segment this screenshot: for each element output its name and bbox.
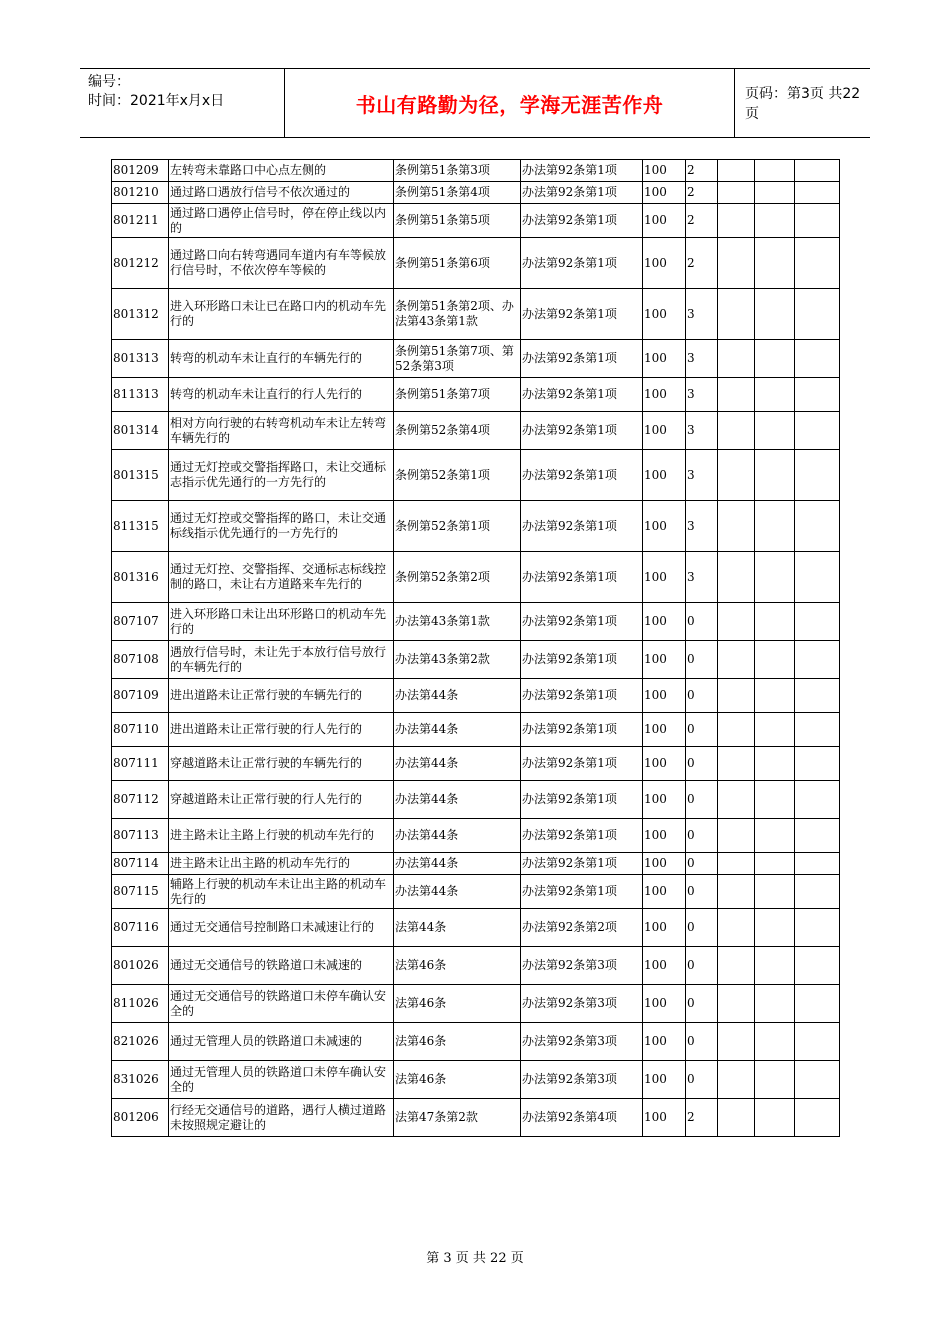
amount-cell: 100 [643, 781, 686, 819]
table-row [112, 747, 840, 781]
empty-cell [755, 204, 795, 238]
table-row [112, 819, 840, 853]
penalty-cell: 办法第92条第1项 [521, 289, 643, 340]
code-cell: 801211 [112, 204, 169, 238]
empty-cell [795, 501, 840, 552]
basis-cell: 法第46条 [394, 947, 521, 985]
empty-cell [755, 1099, 795, 1137]
basis-cell: 办法第44条 [394, 679, 521, 713]
empty-cell [718, 501, 755, 552]
empty-cell [755, 875, 795, 909]
description-cell: 通过无交通信号的铁路道口未减速的 [169, 947, 394, 985]
penalty-cell: 办法第92条第3项 [521, 985, 643, 1023]
description-cell: 穿越道路未让正常行驶的行人先行的 [169, 781, 394, 819]
table-row [112, 378, 840, 412]
table-row [112, 713, 840, 747]
amount-cell: 100 [643, 501, 686, 552]
empty-cell [795, 1023, 840, 1061]
empty-cell [718, 1023, 755, 1061]
table-row [112, 947, 840, 985]
code-cell: 801026 [112, 947, 169, 985]
penalty-cell: 办法第92条第1项 [521, 781, 643, 819]
penalty-cell: 办法第92条第2项 [521, 909, 643, 947]
points-cell: 0 [686, 641, 718, 679]
table-row [112, 679, 840, 713]
empty-cell [718, 853, 755, 875]
points-cell: 0 [686, 679, 718, 713]
empty-cell [718, 1099, 755, 1137]
description-cell: 进入环形路口未让已在路口内的机动车先行的 [169, 289, 394, 340]
amount-cell: 100 [643, 182, 686, 204]
penalty-cell: 办法第92条第1项 [521, 182, 643, 204]
empty-cell [718, 985, 755, 1023]
points-cell: 0 [686, 947, 718, 985]
penalty-cell: 办法第92条第1项 [521, 747, 643, 781]
penalty-cell: 办法第92条第1项 [521, 412, 643, 450]
description-cell: 转弯的机动车未让直行的车辆先行的 [169, 340, 394, 378]
amount-cell: 100 [643, 947, 686, 985]
amount-cell: 100 [643, 603, 686, 641]
empty-cell [755, 853, 795, 875]
points-cell: 2 [686, 1099, 718, 1137]
amount-cell: 100 [643, 1099, 686, 1137]
page-footer: 第 3 页 共 22 页 [426, 1251, 524, 1266]
amount-cell: 100 [643, 985, 686, 1023]
points-cell: 3 [686, 450, 718, 501]
empty-cell [755, 238, 795, 289]
header-slogan: 书山有路勤为径，学海无涯苦作舟 [284, 69, 735, 137]
basis-cell: 条例第51条第5项 [394, 204, 521, 238]
code-cell: 811315 [112, 501, 169, 552]
description-cell: 进主路未让主路上行驶的机动车先行的 [169, 819, 394, 853]
table-row [112, 641, 840, 679]
basis-cell: 条例第51条第2项、办法第43条第1款 [394, 289, 521, 340]
code-cell: 807109 [112, 679, 169, 713]
header-meta [80, 69, 284, 137]
empty-cell [795, 947, 840, 985]
description-cell: 通过路口遇放行信号不依次通过的 [169, 182, 394, 204]
penalty-cell: 办法第92条第1项 [521, 853, 643, 875]
description-cell: 通过路口遇停止信号时，停在停止线以内的 [169, 204, 394, 238]
number-label: 编号： [88, 74, 130, 90]
points-cell: 0 [686, 1023, 718, 1061]
points-cell: 0 [686, 819, 718, 853]
table-row [112, 182, 840, 204]
code-cell: 811026 [112, 985, 169, 1023]
table-row [112, 875, 840, 909]
amount-cell: 100 [643, 450, 686, 501]
points-cell: 0 [686, 853, 718, 875]
code-cell: 811313 [112, 378, 169, 412]
empty-cell [795, 875, 840, 909]
empty-cell [718, 340, 755, 378]
empty-cell [718, 713, 755, 747]
empty-cell [755, 909, 795, 947]
amount-cell: 100 [643, 909, 686, 947]
basis-cell: 条例第51条第6项 [394, 238, 521, 289]
amount-cell: 100 [643, 1023, 686, 1061]
description-cell: 相对方向行驶的右转弯机动车未让左转弯车辆先行的 [169, 412, 394, 450]
code-cell: 831026 [112, 1061, 169, 1099]
points-cell: 3 [686, 501, 718, 552]
basis-cell: 办法第44条 [394, 713, 521, 747]
empty-cell [755, 182, 795, 204]
empty-cell [718, 603, 755, 641]
empty-cell [718, 552, 755, 603]
empty-cell [795, 603, 840, 641]
basis-cell: 条例第51条第7项 [394, 378, 521, 412]
amount-cell: 100 [643, 204, 686, 238]
empty-cell [755, 713, 795, 747]
points-cell: 0 [686, 909, 718, 947]
basis-cell: 法第47条第2款 [394, 1099, 521, 1137]
empty-cell [718, 947, 755, 985]
empty-cell [755, 603, 795, 641]
empty-cell [718, 1061, 755, 1099]
penalty-cell: 办法第92条第1项 [521, 450, 643, 501]
penalty-cell: 办法第92条第1项 [521, 238, 643, 289]
table-row [112, 204, 840, 238]
basis-cell: 办法第44条 [394, 747, 521, 781]
penalty-cell: 办法第92条第1项 [521, 204, 643, 238]
amount-cell: 100 [643, 340, 686, 378]
basis-cell: 法第46条 [394, 1023, 521, 1061]
basis-cell: 法第46条 [394, 985, 521, 1023]
description-cell: 左转弯未靠路口中心点左侧的 [169, 160, 394, 182]
empty-cell [795, 853, 840, 875]
table-row [112, 412, 840, 450]
penalty-cell: 办法第92条第3项 [521, 947, 643, 985]
empty-cell [795, 340, 840, 378]
penalty-cell: 办法第92条第1项 [521, 641, 643, 679]
empty-cell [718, 679, 755, 713]
points-cell: 0 [686, 875, 718, 909]
basis-cell: 法第46条 [394, 1061, 521, 1099]
code-cell: 801312 [112, 289, 169, 340]
description-cell: 穿越道路未让正常行驶的车辆先行的 [169, 747, 394, 781]
empty-cell [718, 641, 755, 679]
empty-cell [795, 781, 840, 819]
points-cell: 2 [686, 160, 718, 182]
description-cell: 转弯的机动车未让直行的行人先行的 [169, 378, 394, 412]
table-row [112, 603, 840, 641]
description-cell: 通过路口向右转弯遇同车道内有车等候放行信号时，不依次停车等候的 [169, 238, 394, 289]
description-cell: 进出道路未让正常行驶的车辆先行的 [169, 679, 394, 713]
empty-cell [795, 1061, 840, 1099]
basis-cell: 办法第43条第2款 [394, 641, 521, 679]
points-cell: 3 [686, 412, 718, 450]
code-cell: 807116 [112, 909, 169, 947]
code-cell: 801206 [112, 1099, 169, 1137]
points-cell: 2 [686, 238, 718, 289]
empty-cell [755, 552, 795, 603]
empty-cell [795, 747, 840, 781]
penalty-cell: 办法第92条第3项 [521, 1061, 643, 1099]
empty-cell [795, 289, 840, 340]
description-cell: 通过无交通信号控制路口未减速让行的 [169, 909, 394, 947]
basis-cell: 条例第52条第2项 [394, 552, 521, 603]
code-cell: 807115 [112, 875, 169, 909]
code-cell: 807113 [112, 819, 169, 853]
table-row [112, 501, 840, 552]
empty-cell [795, 238, 840, 289]
empty-cell [755, 501, 795, 552]
description-cell: 进入环形路口未让出环形路口的机动车先行的 [169, 603, 394, 641]
description-cell: 通过无交通信号的铁路道口未停车确认安全的 [169, 985, 394, 1023]
table-row [112, 781, 840, 819]
empty-cell [755, 160, 795, 182]
basis-cell: 条例第52条第1项 [394, 450, 521, 501]
description-cell: 行经无交通信号的道路，遇行人横过道路未按照规定避让的 [169, 1099, 394, 1137]
empty-cell [755, 1023, 795, 1061]
amount-cell: 100 [643, 713, 686, 747]
basis-cell: 办法第44条 [394, 875, 521, 909]
penalty-cell: 办法第92条第1项 [521, 713, 643, 747]
empty-cell [718, 204, 755, 238]
penalty-cell: 办法第92条第1项 [521, 552, 643, 603]
code-cell: 807114 [112, 853, 169, 875]
points-cell: 0 [686, 747, 718, 781]
description-cell: 通过无灯控或交警指挥路口，未让交通标志指示优先通行的一方先行的 [169, 450, 394, 501]
table-row [112, 552, 840, 603]
code-cell: 807108 [112, 641, 169, 679]
empty-cell [795, 204, 840, 238]
points-cell: 0 [686, 1061, 718, 1099]
code-cell: 801210 [112, 182, 169, 204]
empty-cell [795, 160, 840, 182]
violation-table [111, 159, 840, 1137]
empty-cell [755, 340, 795, 378]
empty-cell [795, 1099, 840, 1137]
empty-cell [795, 378, 840, 412]
code-cell: 807111 [112, 747, 169, 781]
empty-cell [795, 909, 840, 947]
description-cell: 进主路未让出主路的机动车先行的 [169, 853, 394, 875]
points-cell: 2 [686, 182, 718, 204]
penalty-cell: 办法第92条第3项 [521, 1023, 643, 1061]
empty-cell [755, 781, 795, 819]
table-row [112, 450, 840, 501]
empty-cell [755, 450, 795, 501]
empty-cell [718, 289, 755, 340]
basis-cell: 条例第52条第1项 [394, 501, 521, 552]
code-cell: 801316 [112, 552, 169, 603]
empty-cell [718, 238, 755, 289]
empty-cell [718, 909, 755, 947]
empty-cell [795, 985, 840, 1023]
basis-cell: 办法第44条 [394, 819, 521, 853]
empty-cell [718, 450, 755, 501]
points-cell: 3 [686, 289, 718, 340]
amount-cell: 100 [643, 641, 686, 679]
points-cell: 0 [686, 781, 718, 819]
code-cell: 801212 [112, 238, 169, 289]
amount-cell: 100 [643, 747, 686, 781]
table-row [112, 985, 840, 1023]
points-cell: 0 [686, 713, 718, 747]
code-cell: 807107 [112, 603, 169, 641]
table-row [112, 1061, 840, 1099]
amount-cell: 100 [643, 875, 686, 909]
table-row [112, 340, 840, 378]
basis-cell: 条例第51条第3项 [394, 160, 521, 182]
time-label: 时间：2021年x月x日 [88, 93, 225, 109]
description-cell: 进出道路未让正常行驶的行人先行的 [169, 713, 394, 747]
code-cell: 807110 [112, 713, 169, 747]
penalty-cell: 办法第92条第1项 [521, 340, 643, 378]
empty-cell [718, 747, 755, 781]
basis-cell: 办法第44条 [394, 853, 521, 875]
table-row [112, 160, 840, 182]
code-cell: 801313 [112, 340, 169, 378]
basis-cell: 条例第52条第4项 [394, 412, 521, 450]
table-row [112, 238, 840, 289]
empty-cell [795, 450, 840, 501]
empty-cell [718, 378, 755, 412]
empty-cell [795, 641, 840, 679]
empty-cell [755, 1061, 795, 1099]
points-cell: 0 [686, 985, 718, 1023]
points-cell: 0 [686, 603, 718, 641]
points-cell: 3 [686, 378, 718, 412]
amount-cell: 100 [643, 679, 686, 713]
empty-cell [718, 819, 755, 853]
penalty-cell: 办法第92条第1项 [521, 875, 643, 909]
penalty-cell: 办法第92条第4项 [521, 1099, 643, 1137]
basis-cell: 条例第51条第7项、第52条第3项 [394, 340, 521, 378]
points-cell: 3 [686, 340, 718, 378]
amount-cell: 100 [643, 1061, 686, 1099]
empty-cell [718, 160, 755, 182]
amount-cell: 100 [643, 819, 686, 853]
empty-cell [795, 182, 840, 204]
description-cell: 通过无灯控、交警指挥、交通标志标线控制的路口，未让右方道路来车先行的 [169, 552, 394, 603]
amount-cell: 100 [643, 160, 686, 182]
amount-cell: 100 [643, 853, 686, 875]
empty-cell [795, 713, 840, 747]
description-cell: 遇放行信号时，未让先于本放行信号放行的车辆先行的 [169, 641, 394, 679]
table-row [112, 1023, 840, 1061]
amount-cell: 100 [643, 289, 686, 340]
empty-cell [795, 679, 840, 713]
header-page-label: 页码：第3页 共22页 [745, 86, 861, 122]
points-cell: 2 [686, 204, 718, 238]
empty-cell [755, 819, 795, 853]
empty-cell [718, 412, 755, 450]
table-row [112, 1099, 840, 1137]
empty-cell [718, 875, 755, 909]
empty-cell [718, 781, 755, 819]
table-row [112, 909, 840, 947]
empty-cell [795, 412, 840, 450]
empty-cell [755, 947, 795, 985]
description-cell: 通过无管理人员的铁路道口未减速的 [169, 1023, 394, 1061]
description-cell: 辅路上行驶的机动车未让出主路的机动车先行的 [169, 875, 394, 909]
basis-cell: 办法第43条第1款 [394, 603, 521, 641]
amount-cell: 100 [643, 552, 686, 603]
penalty-cell: 办法第92条第1项 [521, 819, 643, 853]
description-cell: 通过无灯控或交警指挥的路口，未让交通标线指示优先通行的一方先行的 [169, 501, 394, 552]
page-header [80, 68, 870, 138]
code-cell: 821026 [112, 1023, 169, 1061]
code-cell: 807112 [112, 781, 169, 819]
table-row [112, 853, 840, 875]
code-cell: 801209 [112, 160, 169, 182]
empty-cell [755, 985, 795, 1023]
penalty-cell: 办法第92条第1项 [521, 603, 643, 641]
penalty-cell: 办法第92条第1项 [521, 501, 643, 552]
description-cell: 通过无管理人员的铁路道口未停车确认安全的 [169, 1061, 394, 1099]
basis-cell: 法第44条 [394, 909, 521, 947]
points-cell: 3 [686, 552, 718, 603]
empty-cell [755, 641, 795, 679]
table-row [112, 289, 840, 340]
code-cell: 801314 [112, 412, 169, 450]
empty-cell [755, 412, 795, 450]
penalty-cell: 办法第92条第1项 [521, 679, 643, 713]
penalty-cell: 办法第92条第1项 [521, 378, 643, 412]
penalty-cell: 办法第92条第1项 [521, 160, 643, 182]
empty-cell [795, 552, 840, 603]
empty-cell [718, 182, 755, 204]
empty-cell [755, 378, 795, 412]
basis-cell: 条例第51条第4项 [394, 182, 521, 204]
empty-cell [755, 679, 795, 713]
amount-cell: 100 [643, 378, 686, 412]
basis-cell: 办法第44条 [394, 781, 521, 819]
empty-cell [755, 747, 795, 781]
code-cell: 801315 [112, 450, 169, 501]
amount-cell: 100 [643, 238, 686, 289]
empty-cell [755, 289, 795, 340]
amount-cell: 100 [643, 412, 686, 450]
empty-cell [795, 819, 840, 853]
